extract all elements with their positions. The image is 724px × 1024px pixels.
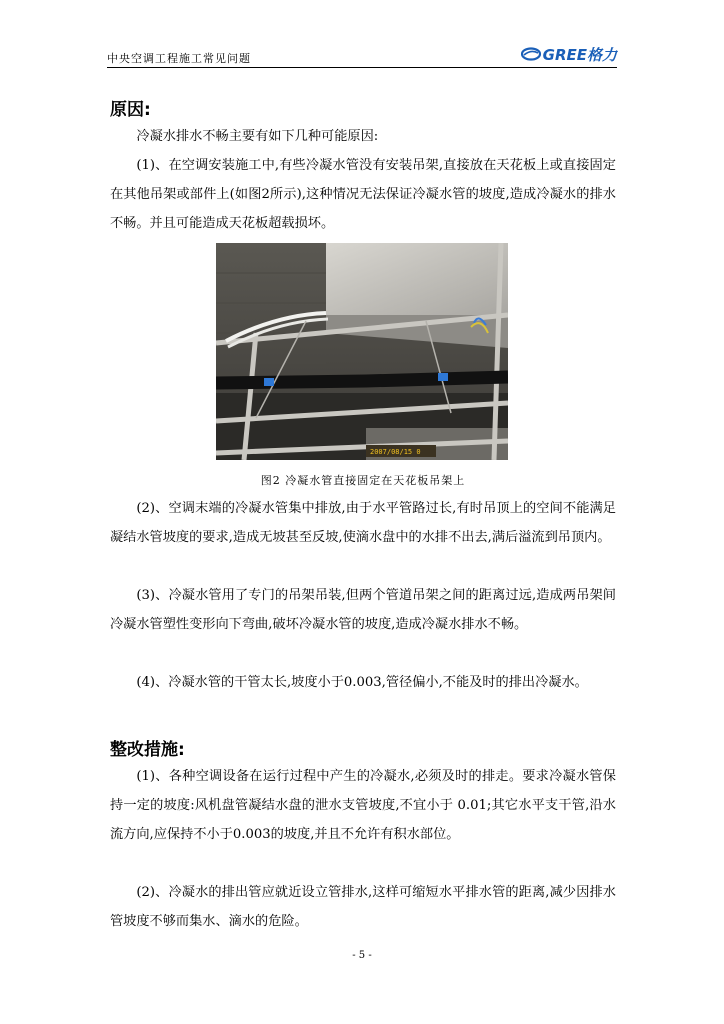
gree-logo xyxy=(521,44,617,64)
figure-caption: 图2 冷凝水管直接固定在天花板吊架上 xyxy=(260,474,466,487)
cause-item-3: (3)、冷凝水管用了专门的吊架吊装,但两个管道吊架之间的距离过远,造成两吊架间冷凝水管塑性变形向下弯曲,破坏冷凝水管的坡度,造成冷凝水排水不畅。 xyxy=(110,588,616,632)
cause-item-4: (4)、冷凝水管的干管太长,坡度小于0.003,管径偏小,不能及时的排出冷凝水。 xyxy=(136,675,588,690)
cause-item-2: (2)、空调末端的冷凝水管集中排放,由于水平管路过长,有时吊顶上的空间不能满足凝结水管坡度的要求,造成无坡甚至反坡,使滴水盘中的水排不出去,满后溢流到吊顶内。 xyxy=(110,501,616,545)
fix-item-1: (1)、各种空调设备在运行过程中产生的冷凝水,必须及时的排走。要求冷凝水管保持一定的坡度:风机盘管凝结水盘的泄水支管坡度,不宜小于 0.01;其它水平支干管,沿水流方向,应保持不小于0.003的坡度,并且不允许有积水部位。 xyxy=(110,769,616,842)
header-rule xyxy=(107,67,617,68)
page-number: - 5 - xyxy=(352,950,372,961)
figure-2-photo xyxy=(216,243,508,460)
page-header xyxy=(107,44,617,66)
photo-date-stamp: 2007/08/15 0 xyxy=(370,448,421,456)
gree-logo-icon xyxy=(521,47,541,61)
cause-item-1: (1)、在空调安装施工中,有些冷凝水管没有安装吊架,直接放在天花板上或直接固定在其他吊架或部件上(如图2所示),这种情况无法保证冷凝水管的坡度,造成冷凝水的排水不畅。并且可能造成天花板超载损坏。 xyxy=(110,158,616,231)
logo-text: GREE格力 xyxy=(542,45,617,64)
cause-intro: 冷凝水排水不畅主要有如下几种可能原因: xyxy=(136,129,379,144)
fix-heading: 整改措施: xyxy=(110,740,185,760)
fix-item-2: (2)、冷凝水的排出管应就近设立管排水,这样可缩短水平排水管的距离,减少因排水管坡度不够而集水、滴水的危险。 xyxy=(110,885,616,929)
ceiling-photo-image xyxy=(216,243,508,460)
header-title: 中央空调工程施工常见问题 xyxy=(107,52,251,65)
cause-heading: 原因: xyxy=(110,100,151,120)
